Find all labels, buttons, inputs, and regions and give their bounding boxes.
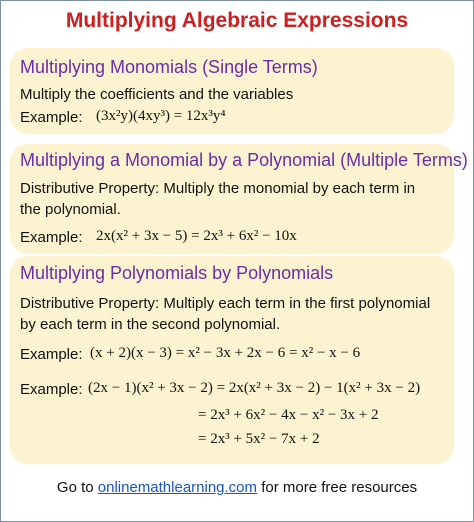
footer-link[interactable]: onlinemathlearning.com: [97, 479, 258, 496]
section-text: the polynomial.: [20, 201, 121, 218]
example-math-line: = 2x³ + 6x² − 4x − x² − 3x + 2: [198, 407, 379, 423]
example-label: Example:: [20, 346, 83, 363]
example-math: 2x(x² + 3x − 5) = 2x³ + 6x² − 10x: [96, 228, 297, 244]
example-math: (x + 2)(x − 3) = x² − 3x + 2x − 6 = x² − x − 6: [90, 345, 361, 361]
section-monomials: [10, 48, 454, 134]
section-text: Distributive Property: Multiply the monomial by each term in: [20, 180, 416, 197]
example-math-line: = 2x³ + 5x² − 7x + 2: [198, 431, 320, 447]
footer: [0, 479, 474, 496]
footer-suffix: for more free resources: [257, 479, 418, 496]
section-monomial-polynomial: [10, 144, 468, 254]
page-title: Multiplying Algebraic Expressions: [65, 9, 409, 32]
section-heading: Multiplying Polynomials by Polynomials: [20, 263, 334, 283]
example-label: Example:: [20, 229, 83, 246]
footer-prefix: Go to: [56, 479, 98, 496]
example-label: Example:: [20, 381, 83, 398]
section-text: Distributive Property: Multiply each term in the first polynomial: [20, 295, 431, 312]
example-label: Example:: [20, 109, 83, 126]
section-text: Multiply the coefficients and the variables: [20, 86, 294, 103]
section-text: by each term in the second polynomial.: [20, 316, 281, 333]
example-math: (3x²y)(4xy³) = 12x³y⁴: [96, 108, 226, 124]
example-math-line: (2x − 1)(x² + 3x − 2) = 2x(x² + 3x − 2) − 1(x² + 3x − 2): [88, 380, 421, 396]
section-heading: Multiplying Monomials (Single Terms): [20, 57, 318, 77]
section-heading: Multiplying a Monomial by a Polynomial (Multiple Terms): [20, 150, 468, 170]
section-polynomials: [10, 256, 454, 464]
